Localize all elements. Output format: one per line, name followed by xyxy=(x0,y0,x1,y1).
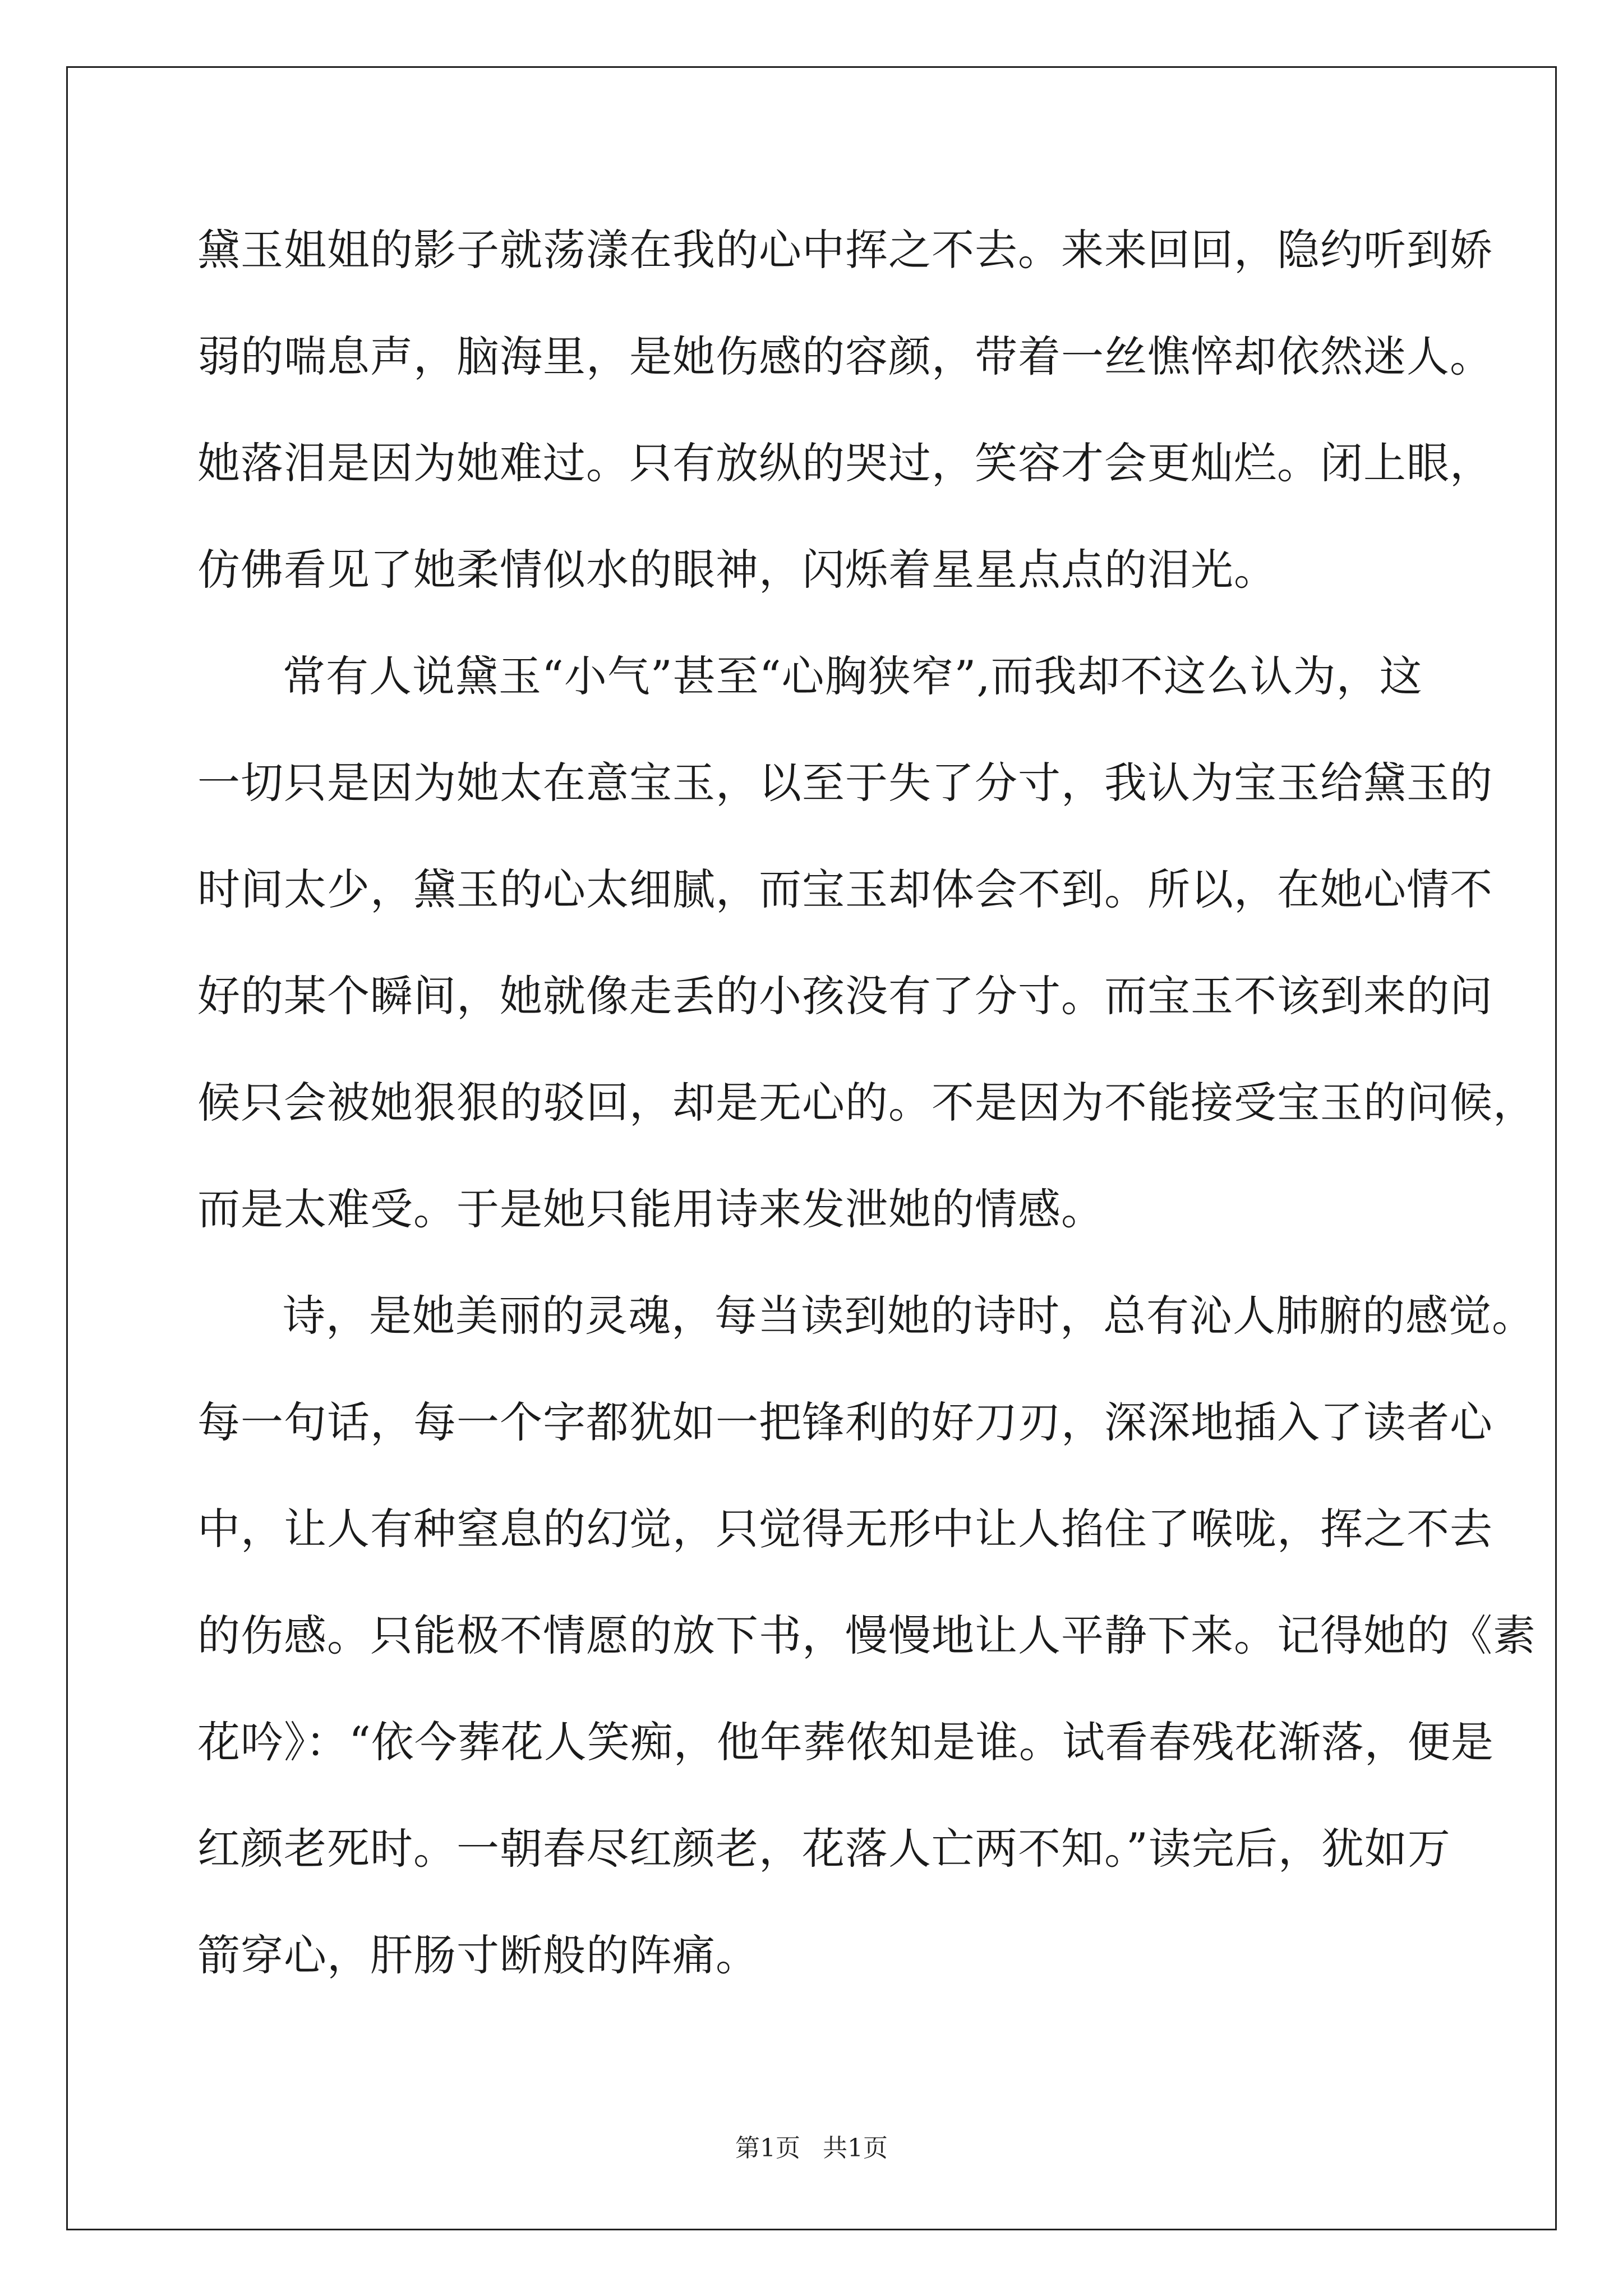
text-line: 每一句话，每一个字都犹如一把锋利的好刀刃，深深地插入了读者心 xyxy=(197,1397,1493,1447)
text-line: 黛玉姐姐的影子就荡漾在我的心中挥之不去。来来回回，隐约听到娇 xyxy=(197,225,1493,275)
text-line: 诗，是她美丽的灵魂，每当读到她的诗时，总有沁人肺腑的感觉。 xyxy=(283,1291,1535,1341)
text-line: 她落泪是因为她难过。只有放纵的哭过，笑容才会更灿烂。闭上眼， xyxy=(197,438,1493,488)
text-line: 仿佛看见了她柔情似水的眼神，闪烁着星星点点的泪光。 xyxy=(197,545,1277,595)
text-line: 的伤感。只能极不情愿的放下书，慢慢地让人平静下来。记得她的《素 xyxy=(197,1611,1536,1660)
document-body xyxy=(197,213,1536,2025)
paragraph-1 xyxy=(197,213,1493,639)
text-line: 花吟》：“依今葬花人笑痴，他年葬侬知是谁。试看春残花渐落，便是 xyxy=(197,1717,1494,1767)
text-line: 时间太少，黛玉的心太细腻，而宝玉却体会不到。所以，在她心情不 xyxy=(197,864,1493,914)
text-line: 好的某个瞬间，她就像走丢的小孩没有了分寸。而宝玉不该到来的问 xyxy=(197,971,1493,1021)
text-line: 红颜老死时。一朝春尽红颜老，花落人亡两不知。”读完后，犹如万 xyxy=(197,1824,1451,1874)
text-line: 箭穿心，肝肠寸断般的阵痛。 xyxy=(197,1930,759,1980)
paragraph-3 xyxy=(197,1279,1536,2025)
page-footer xyxy=(0,2132,1623,2165)
text-line: 而是太难受。于是她只能用诗来发泄她的情感。 xyxy=(197,1184,1104,1234)
page-total: 共1页 xyxy=(823,2134,888,2162)
text-line: 中，让人有种窒息的幻觉，只觉得无形中让人掐住了喉咙，挥之不去 xyxy=(197,1504,1493,1554)
text-line: 候只会被她狠狠的驳回，却是无心的。不是因为不能接受宝玉的问候， xyxy=(197,1078,1536,1128)
page-number: 第1页 xyxy=(735,2134,800,2162)
text-line: 弱的喘息声，脑海里，是她伤感的容颜，带着一丝憔悴却依然迷人。 xyxy=(197,332,1493,381)
paragraph-2 xyxy=(197,639,1536,1279)
text-line: 常有人说黛玉“小气”甚至“心胸狭窄”,而我却不这么认为，这 xyxy=(283,651,1423,701)
text-line: 一切只是因为她太在意宝玉，以至于失了分寸，我认为宝玉给黛玉的 xyxy=(197,758,1493,808)
